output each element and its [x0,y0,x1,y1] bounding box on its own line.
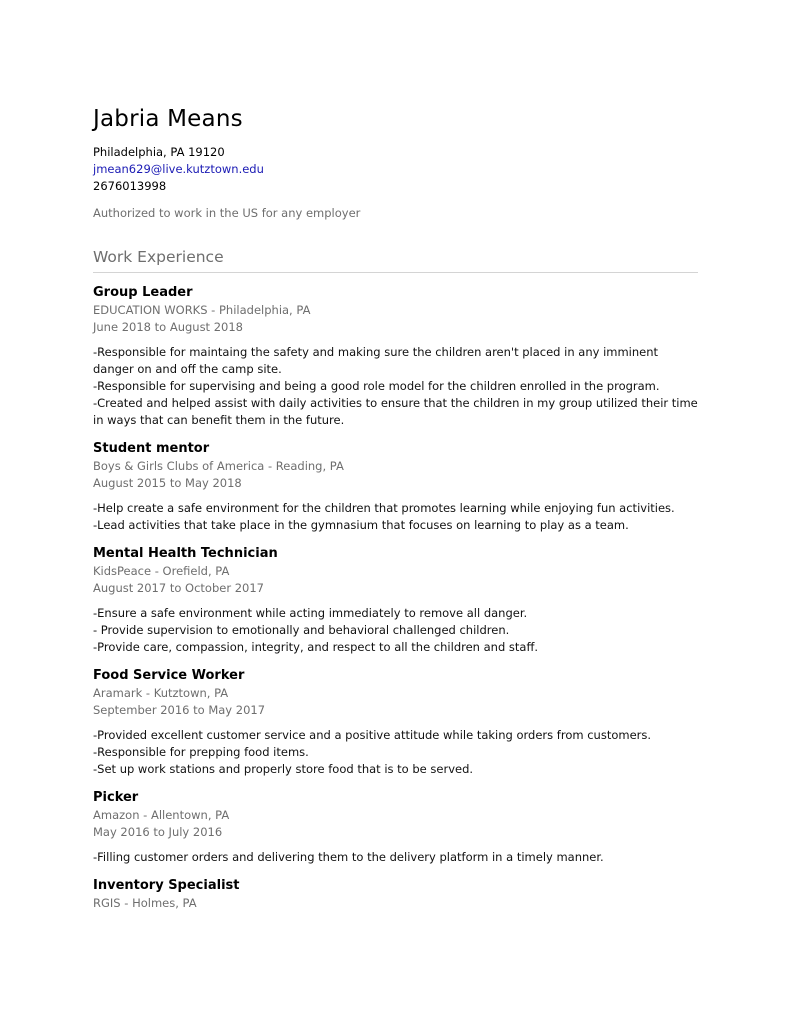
company-name: EDUCATION WORKS [93,303,208,317]
job-list [93,283,698,912]
company-line [93,302,698,319]
job-title: Student mentor [93,441,210,456]
company-line [93,458,698,475]
company-line [93,807,698,824]
company-location: Holmes, PA [132,896,197,910]
company-location-separator: - [120,896,133,910]
job-entry [93,788,698,866]
section-title-work-experience: Work Experience [93,246,698,273]
job-dates: May 2016 to July 2016 [93,825,223,839]
job-bullet: -Provide care, compassion, integrity, and respect to all the children and staff. [93,640,539,654]
job-description [93,344,698,429]
job-bullet: -Responsible for prepping food items. [93,745,309,759]
company-location: Philadelphia, PA [219,303,311,317]
job-title: Food Service Worker [93,668,245,683]
resume-page [93,104,698,922]
company-line [93,563,698,580]
job-entry [93,439,698,534]
job-bullet: -Set up work stations and properly store food that is to be served. [93,762,474,776]
company-line [93,685,698,702]
job-description [93,605,698,656]
job-bullet: -Help create a safe environment for the children that promotes learning while enjoying fun activities. [93,501,675,515]
company-location: Kutztown, PA [153,686,229,700]
company-line [93,895,698,912]
email-link[interactable]: jmean629@live.kutztown.edu [93,162,264,176]
company-name: RGIS [93,896,121,910]
company-location-separator: - [264,459,276,473]
company-location: Reading, PA [275,459,344,473]
phone-text: 2676013998 [93,179,167,193]
job-dates: August 2017 to October 2017 [93,581,264,595]
company-location-separator: - [207,303,219,317]
job-bullet: -Responsible for maintaing the safety and making sure the children aren't placed in any imminent danger on and off the camp site. [93,345,659,376]
company-location-separator: - [151,564,163,578]
job-description [93,500,698,534]
job-entry [93,666,698,778]
job-bullet: -Created and helped assist with daily activities to ensure that the children in my group utilized their time in ways that can benefit them in the future. [93,396,698,427]
job-title: Mental Health Technician [93,546,278,561]
job-dates: September 2016 to May 2017 [93,703,266,717]
company-name: Aramark [93,686,143,700]
company-location: Allentown, PA [150,808,230,822]
company-location: Orefield, PA [162,564,230,578]
job-title: Inventory Specialist [93,878,240,893]
company-name: KidsPeace [93,564,152,578]
job-bullet: -Ensure a safe environment while acting immediately to remove all danger. [93,606,528,620]
job-entry [93,876,698,912]
job-entry [93,283,698,429]
company-name: Amazon [93,808,140,822]
job-title: Picker [93,790,139,805]
job-bullet: - Provide supervision to emotionally and behavioral challenged children. [93,623,510,637]
job-bullet: -Responsible for supervising and being a good role model for the children enrolled in the program. [93,379,660,393]
location-text: Philadelphia, PA 19120 [93,145,225,159]
company-location-separator: - [139,808,151,822]
job-dates: June 2018 to August 2018 [93,320,243,334]
job-bullet: -Filling customer orders and delivering them to the delivery platform in a timely manner. [93,850,604,864]
job-description [93,727,698,778]
job-description [93,849,698,866]
company-location-separator: - [142,686,154,700]
work-authorization: Authorized to work in the US for any employer [93,206,361,220]
candidate-name: Jabria Means [93,106,243,132]
job-title: Group Leader [93,285,193,300]
job-bullet: -Lead activities that take place in the gymnasium that focuses on learning to play as a team. [93,518,629,532]
company-name: Boys & Girls Clubs of America [93,459,265,473]
job-bullet: -Provided excellent customer service and a positive attitude while taking orders from customers. [93,728,652,742]
job-entry [93,544,698,656]
job-dates: August 2015 to May 2018 [93,476,242,490]
